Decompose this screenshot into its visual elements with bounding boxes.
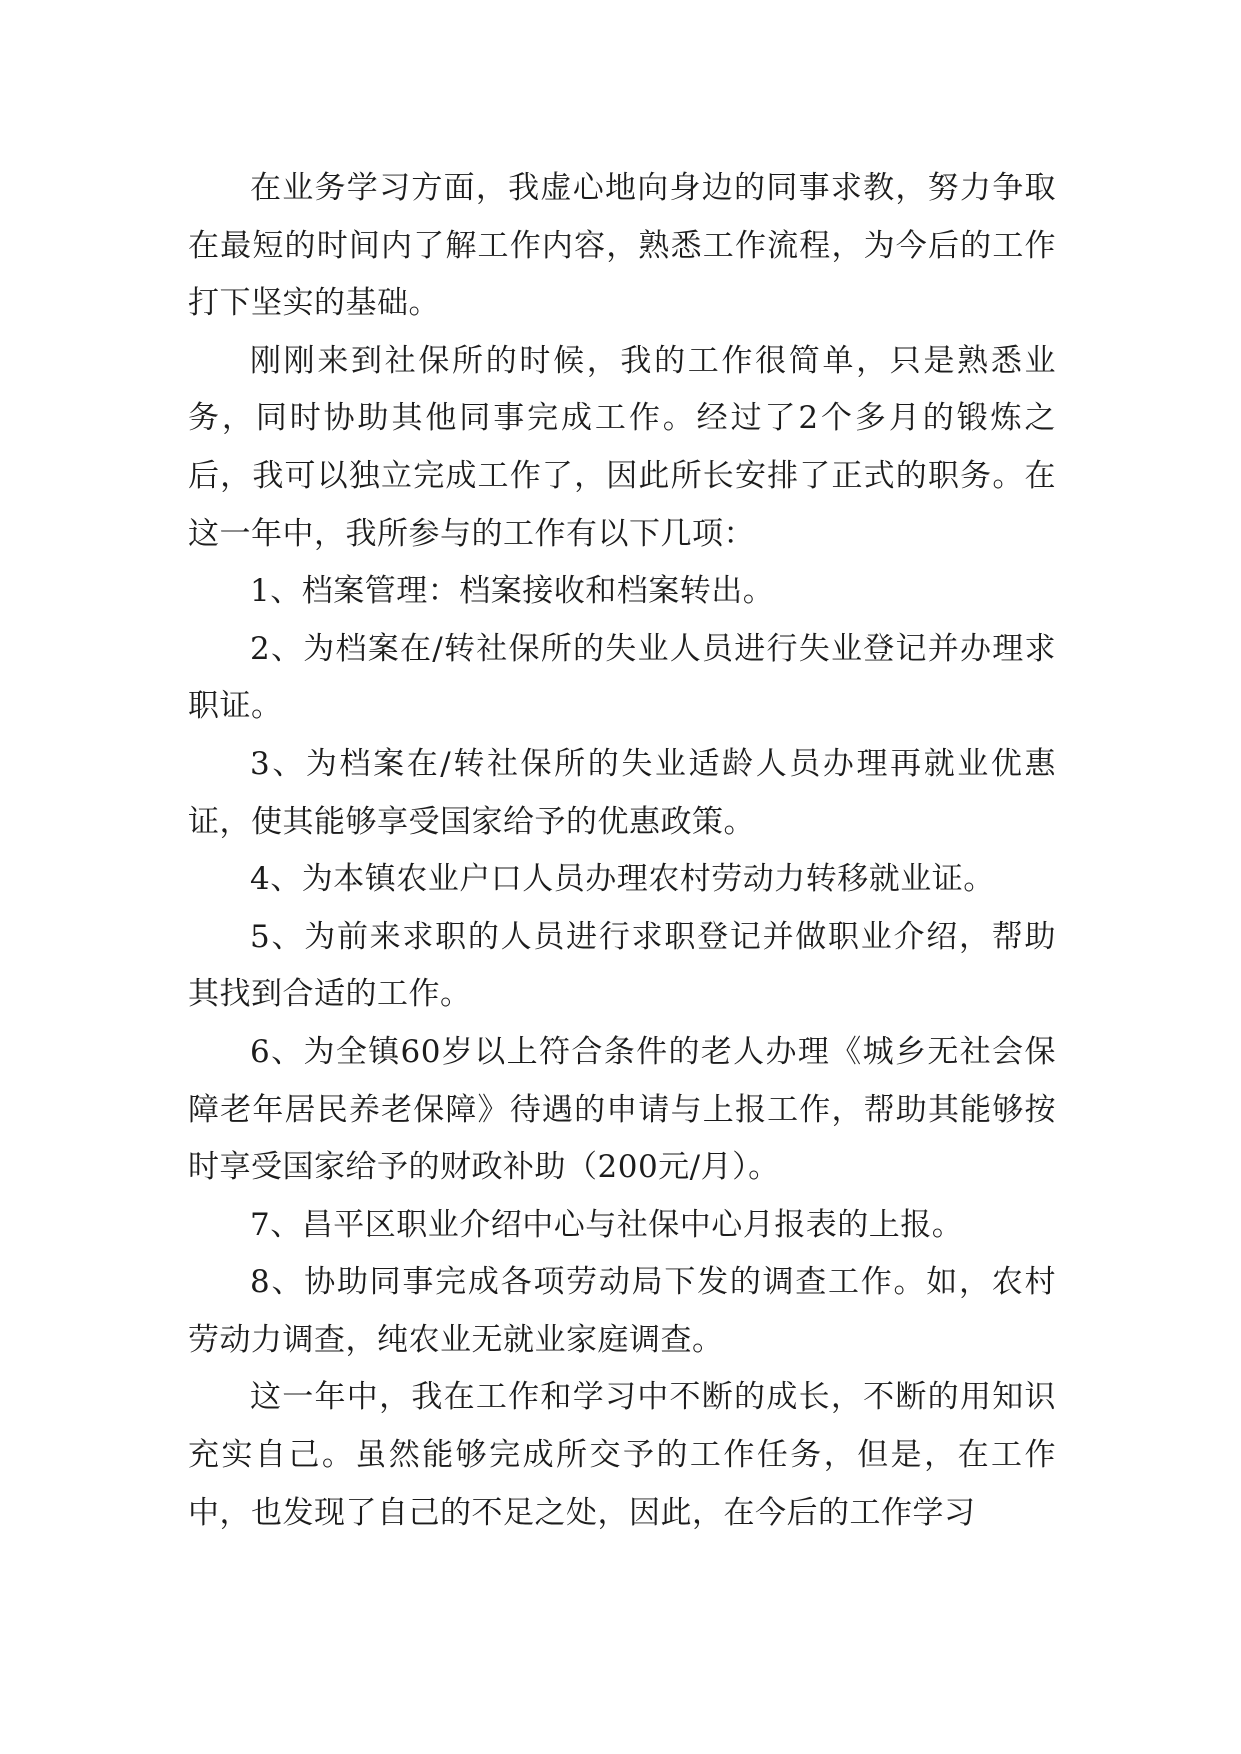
paragraph-summary: 这一年中，我在工作和学习中不断的成长，不断的用知识充实自己。虽然能够完成所交予的工作任务，但是，在工作中，也发现了自己的不足之处，因此，在今后的工作学习 xyxy=(188,1379,1056,1531)
paragraph-study: 在业务学习方面，我虚心地向身边的同事求教，努力争取在最短的时间内了解工作内容，熟悉工作流程，为今后的工作打下坚实的基础。 xyxy=(188,170,1056,322)
list-item-8: 8、协助同事完成各项劳动局下发的调查工作。如，农村劳动力调查，纯农业无就业家庭调查。 xyxy=(188,1264,1056,1358)
list-item-3: 3、为档案在/转社保所的失业适龄人员办理再就业优惠证，使其能够享受国家给予的优惠政策。 xyxy=(188,745,1056,840)
list-item-6: 6、为全镇60岁以上符合条件的老人办理《城乡无社会保障老年居民养老保障》待遇的申请与上报工作，帮助其能够按时享受国家给予的财政补助（200元/月）。 xyxy=(188,1033,1056,1186)
list-item-7: 7、昌平区职业介绍中心与社保中心月报表的上报。 xyxy=(250,1206,964,1243)
list-item-2: 2、为档案在/转社保所的失业人员进行失业登记并办理求职证。 xyxy=(188,630,1056,725)
list-item-5: 5、为前来求职的人员进行求职登记并做职业介绍，帮助其找到合适的工作。 xyxy=(188,918,1056,1013)
list-item-1: 1、档案管理：档案接收和档案转出。 xyxy=(250,573,775,610)
list-item-4: 4、为本镇农业户口人员办理农村劳动力转移就业证。 xyxy=(250,861,995,898)
paragraph-intro-work: 刚刚来到社保所的时候，我的工作很简单，只是熟悉业务，同时协助其他同事完成工作。经过了2个多月的锻炼之后，我可以独立完成工作了，因此所长安排了正式的职务。在这一年中，我所参与的工作有以下几项： xyxy=(188,342,1056,552)
document-body xyxy=(188,160,1056,1542)
